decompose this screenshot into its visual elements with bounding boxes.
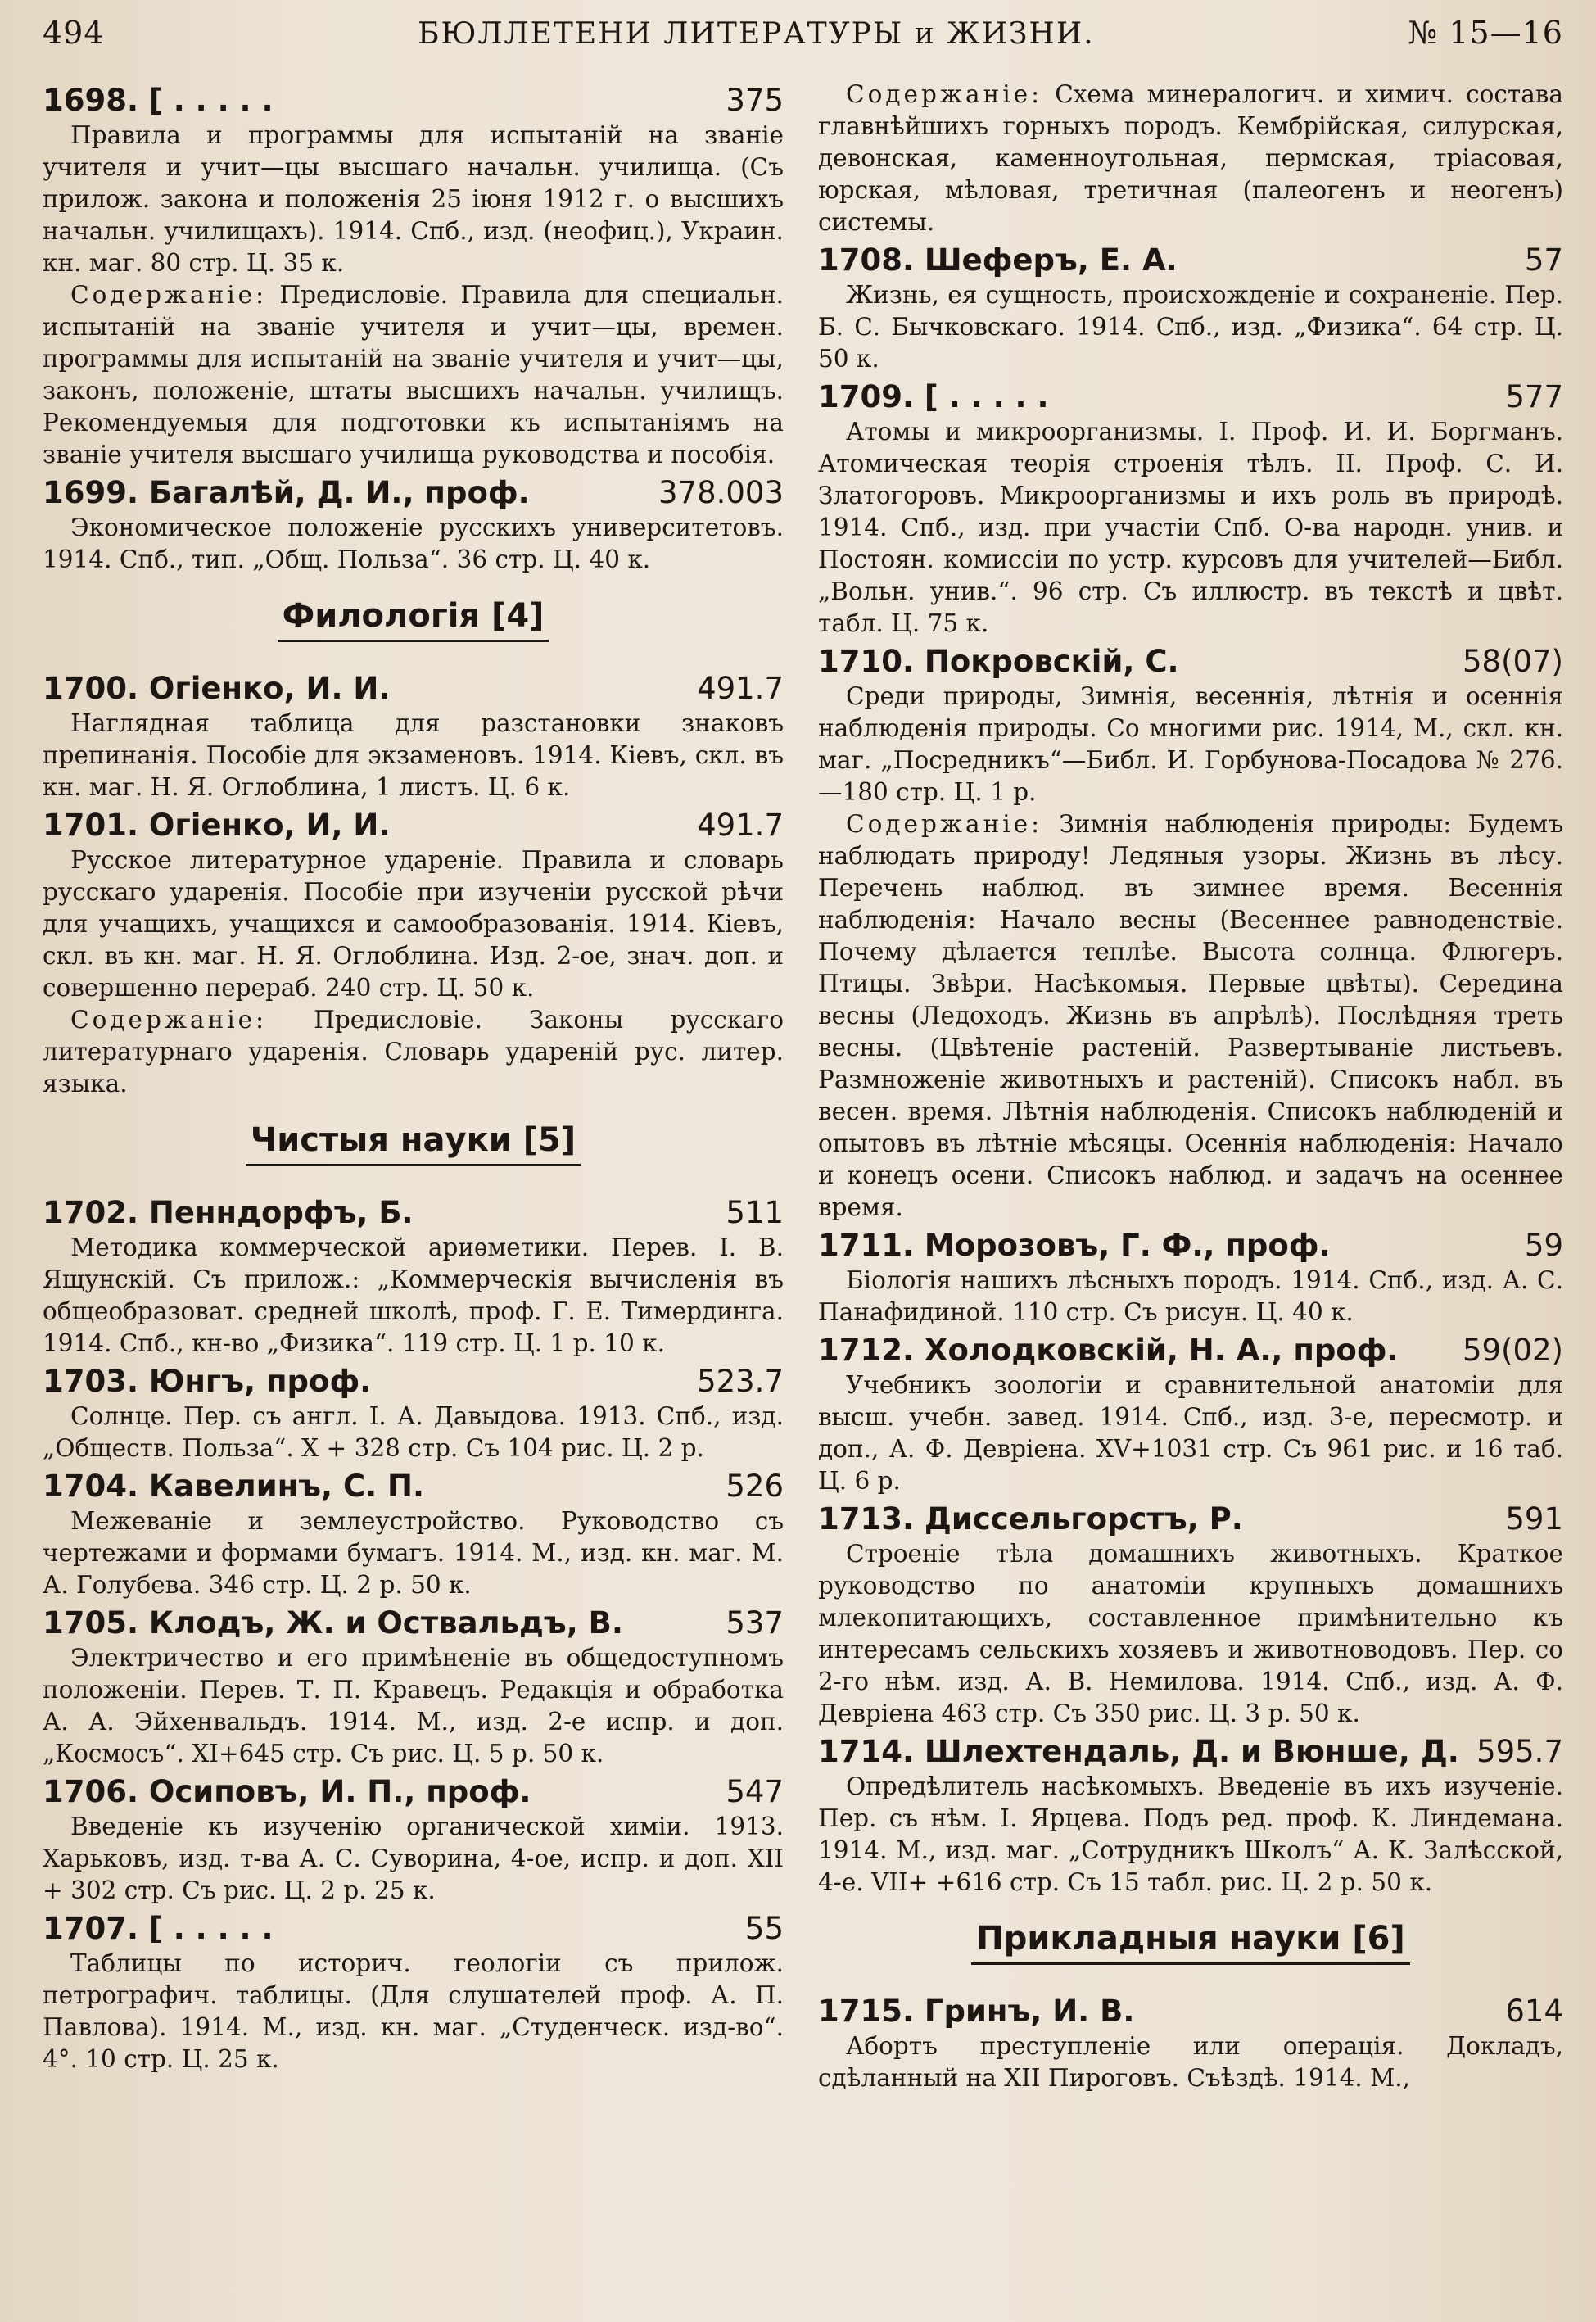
contents-label: Содержаніе: <box>846 80 1043 108</box>
entry-description: Біологія нашихъ лѣсныхъ породъ. 1914. Спб., изд. А. С. Панафидиной. 110 стр. Съ рисун. Ц. 40 к. <box>818 1266 1563 1326</box>
entry-heading: 1705. Клодъ, Ж. и Оствальдъ, В. <box>43 1605 623 1641</box>
entry-1715 <box>818 1993 1563 2094</box>
classification-number: 57 <box>1524 242 1563 278</box>
contents-text: Схема минералогич. и химич. состава главнѣйшихъ горныхъ породъ. Кембрійская, силурская, девонская, каменноугольная, пермская, тріасовая, юрская, мѣловая, третичная (палеогенъ и неогенъ) системы. <box>818 80 1563 236</box>
classification-number: 577 <box>1505 379 1563 414</box>
entry-1706 <box>43 1773 784 1907</box>
contents-label: Содержаніе: <box>70 281 268 309</box>
entry-heading: 1710. Покровскій, С. <box>818 644 1179 679</box>
entry-description: Атомы и микроорганизмы. І. Проф. И. И. Боргманъ. Атомическая теорія строенія тѣлъ. II. Проф. С. И. Златогоровъ. Микроорганизмы и ихъ роль въ природѣ. 1914. Спб., изд. при участіи Спб. О-ва народн. унив. и Постоян. комиссіи по устр. курсовъ для учителей—Библ. „Вольн. унив.“. 96 стр. Съ иллюстр. въ текстѣ и цвѣт. табл. Ц. 75 к. <box>818 418 1563 637</box>
entry-heading: 1698. [ . . . . . <box>43 83 274 118</box>
entry-heading: 1709. [ . . . . . <box>818 379 1049 414</box>
entry-1705 <box>43 1605 784 1770</box>
entry-contents <box>43 279 784 471</box>
entry-1714 <box>818 1733 1563 1899</box>
classification-number: 59 <box>1524 1228 1563 1263</box>
entry-1702 <box>43 1194 784 1360</box>
entry-description: Опредѣлитель насѣкомыхъ. Введеніе въ ихъ изученіе. Пер. съ нѣм. І. Ярцева. Подъ ред. проф. К. Линдемана. 1914. М., изд. маг. „Сотрудникъ Школъ“ А. К. Залѣсской, 4-е. VII+ +616 стр. Съ 15 табл. рис. Ц. 2 р. 50 к. <box>818 1772 1563 1896</box>
entry-description: Жизнь, ея сущность, происхожденіе и сохраненіе. Пер. Б. С. Бычковскаго. 1914. Спб., изд. „Физика“. 64 стр. Ц. 50 к. <box>818 281 1563 373</box>
entry-1701 <box>43 807 784 1100</box>
entry-description: Введеніе къ изученію органической химіи. 1913. Харьковъ, изд. т-ва А. С. Суворина, 4-ое, испр. и доп. XII + 302 стр. Съ рис. Ц. 2 р. 25 к. <box>43 1813 784 1904</box>
entry-description: Экономическое положеніе русскихъ университетовъ. 1914. Спб., тип. „Общ. Польза“. 36 стр. Ц. 40 к. <box>43 514 784 573</box>
classification-number: 511 <box>726 1195 784 1230</box>
classification-number: 491.7 <box>697 808 784 843</box>
entry-description: Солнце. Пер. съ англ. І. А. Давыдова. 1913. Спб., изд. „Обществ. Польза“. X + 328 стр. Съ 104 рис. Ц. 2 р. <box>43 1402 784 1462</box>
entry-1713 <box>818 1500 1563 1730</box>
entry-contents <box>818 808 1563 1224</box>
contents-text: Предисловіе. Законы русскаго литературнаго ударенія. Словарь удареній рус. литер. языка. <box>43 1006 784 1098</box>
entry-1712 <box>818 1332 1563 1497</box>
classification-number: 491.7 <box>697 671 784 706</box>
entry-1707-contents <box>818 79 1563 238</box>
entry-description: Учебникъ зоологіи и сравнительной анатоміи для высш. учебн. завед. 1914. Спб., изд. 3-е, пересмотр. и доп., А. Ф. Девріена. XV+1031 стр. Съ 961 рис. и 16 таб. Ц. 6 р. <box>818 1371 1563 1495</box>
entry-1707 <box>43 1910 784 2075</box>
contents-text: Зимнія наблюденія природы: Будемъ наблюдать природу! Ледяныя узоры. Жизнь въ лѣсу. Перечень наблюд. въ зимнее время. Весеннія наблюденія: Начало весны (Весеннее равноденствіе. Почему дѣлается теплѣе. Высота солнца. Флюгеръ. Птицы. Звѣри. Насѣкомыя. Первые цвѣты). Середина весны (Ледоходъ. Жизнь въ апрѣлѣ). Послѣдняя треть весны. (Цвѣтеніе растеній. Развертываніе листьевъ. Размноженіе животныхъ и растеній). Списокъ набл. въ весен. время. Лѣтнія наблюденія. Списокъ наблюденій и опытовъ въ лѣтніе мѣсяцы. Осеннія наблюденія: Начало и конецъ осени. Списокъ наблюд. и задачъ на осеннее время. <box>818 810 1563 1221</box>
classification-number: 378.003 <box>658 475 784 510</box>
entry-1711 <box>818 1227 1563 1328</box>
classification-number: 375 <box>726 83 784 118</box>
entry-heading: 1708. Шеферъ, Е. А. <box>818 242 1178 278</box>
classification-number: 595.7 <box>1476 1734 1563 1769</box>
contents-text: Предисловіе. Правила для специальн. испытаній на званіе учителя и учит—цы, времен. программы для испытаній на званіе учителя и учит—цы, законъ, положеніе, штаты высшихъ начальн. училищъ. Рекомендуемыя для подготовки къ испытаніямъ на званіе учителя высшаго училища руководства и пособія. <box>43 281 784 468</box>
section-heading-applied-sciences: Прикладныя науки [6] <box>818 1920 1563 1965</box>
entry-heading: 1714. Шлехтендаль, Д. и Вюнше, Д. <box>818 1734 1459 1769</box>
right-column <box>818 79 1563 2098</box>
entry-heading: 1702. Пенндорфъ, Б. <box>43 1195 414 1230</box>
entry-1698 <box>43 82 784 471</box>
classification-number: 526 <box>726 1469 784 1504</box>
entry-heading: 1704. Кавелинъ, С. П. <box>43 1469 425 1504</box>
entry-1704 <box>43 1468 784 1601</box>
classification-number: 523.7 <box>697 1364 784 1399</box>
classification-number: 547 <box>726 1774 784 1809</box>
entry-heading: 1706. Осиповъ, И. П., проф. <box>43 1774 531 1809</box>
entry-1700 <box>43 670 784 803</box>
entry-contents <box>818 79 1563 238</box>
entry-1709 <box>818 378 1563 640</box>
entry-heading: 1701. Огіенко, И, И. <box>43 808 391 843</box>
entry-1699 <box>43 474 784 576</box>
entry-description: Русское литературное удареніе. Правила и словарь русскаго ударенія. Пособіе при изученіи русской рѣчи для учащихъ, учащихся и самообразованія. 1914. Кіевъ, скл. въ кн. маг. Н. Я. Оглоблина. Изд. 2-ое, знач. доп. и совершенно перераб. 240 стр. Ц. 50 к. <box>43 846 784 1002</box>
entry-heading: 1703. Юнгъ, проф. <box>43 1364 372 1399</box>
contents-label: Содержаніе: <box>846 810 1043 838</box>
entry-heading: 1707. [ . . . . . <box>43 1911 274 1946</box>
classification-number: 591 <box>1505 1501 1563 1537</box>
issue-number: № 15—16 <box>1408 15 1563 51</box>
contents-label: Содержаніе: <box>70 1006 268 1034</box>
entry-description: Таблицы по историч. геологіи съ прилож. петрографич. таблицы. (Для слушателей проф. А. П. Павлова). 1914. М., изд. кн. маг. „Студенческ. изд-во“. 4°. 10 стр. Ц. 25 к. <box>43 1949 784 2073</box>
page-header <box>43 15 1563 82</box>
entry-description: Наглядная таблица для разстановки знаковъ препинанія. Пособіе для экзаменовъ. 1914. Кіевъ, скл. въ кн. маг. Н. Я. Оглоблина, 1 листъ. Ц. 6 к. <box>43 709 784 801</box>
entry-heading: 1711. Морозовъ, Г. Ф., проф. <box>818 1228 1331 1263</box>
entry-description: Правила и программы для испытаній на званіе учителя и учит—цы высшаго начальн. училища. (Съ прилож. закона и положенія 25 іюня 1912 г. о высшихъ начальн. училищахъ). 1914. Спб., изд. (неофиц.), Украин. кн. маг. 80 стр. Ц. 35 к. <box>43 121 784 277</box>
classification-number: 58(07) <box>1462 644 1563 679</box>
entry-contents <box>43 1004 784 1100</box>
entry-heading: 1712. Холодковскій, Н. А., проф. <box>818 1333 1399 1368</box>
classification-number: 59(02) <box>1462 1333 1563 1368</box>
entry-description: Среди природы, Зимнія, весеннія, лѣтнія и осеннія наблюденія природы. Со многими рис. 1914, М., скл. кн. маг. „Посредникъ“—Библ. И. Горбунова-Посадова № 276.—180 стр. Ц. 1 р. <box>818 682 1563 806</box>
entry-description: Методика коммерческой ариѳметики. Перев. І. В. Ящунскій. Съ прилож.: „Коммерческія вычисленія въ общеобразоват. средней школѣ, проф. Г. Е. Тимердинга. 1914. Спб., кн-во „Физика“. 119 стр. Ц. 1 р. 10 к. <box>43 1233 784 1357</box>
entry-heading: 1713. Диссельгорстъ, Р. <box>818 1501 1243 1537</box>
page-number: 494 <box>43 15 105 51</box>
entry-1710 <box>818 643 1563 1224</box>
entry-heading: 1700. Огіенко, И. И. <box>43 671 391 706</box>
entry-1708 <box>818 242 1563 375</box>
section-heading-pure-sciences: Чистыя науки [5] <box>43 1121 784 1166</box>
classification-number: 55 <box>744 1911 784 1946</box>
entry-description: Строеніе тѣла домашнихъ животныхъ. Краткое руководство по анатоміи крупныхъ домашнихъ млекопитающихъ, составленное примѣнительно къ интересамъ сельскихъ хозяевъ и животноводовъ. Пер. со 2-го нѣм. изд. А. В. Немилова. 1914. Спб., изд. А. Ф. Девріена 463 стр. Съ 350 рис. Ц. 3 р. 50 к. <box>818 1540 1563 1727</box>
section-heading-philology: Филологія [4] <box>43 597 784 642</box>
classification-number: 537 <box>726 1605 784 1641</box>
classification-number: 614 <box>1505 1994 1563 2029</box>
journal-title: БЮЛЛЕТЕНИ ЛИТЕРАТУРЫ и ЖИЗНИ. <box>418 17 1095 51</box>
left-column <box>43 82 784 2098</box>
entry-description: Межеваніе и землеустройство. Руководство съ чертежами и формами бумагъ. 1914. М., изд. кн. маг. М. А. Голубева. 346 стр. Ц. 2 р. 50 к. <box>43 1507 784 1599</box>
entry-description: Электричество и его примѣненіе въ общедоступномъ положеніи. Перев. Т. П. Кравецъ. Редакція и обработка А. А. Эйхенвальдъ. 1914. М., изд. 2-е испр. и доп. „Космосъ“. XI+645 стр. Съ рис. Ц. 5 р. 50 к. <box>43 1644 784 1768</box>
entry-heading: 1715. Гринъ, И. В. <box>818 1994 1135 2029</box>
entry-1703 <box>43 1363 784 1464</box>
entry-heading: 1699. Багалѣй, Д. И., проф. <box>43 475 530 510</box>
entry-description: Абортъ преступленіе или операція. Докладъ, сдѣланный на XII Пироговъ. Съѣздѣ. 1914. М., <box>818 2032 1563 2092</box>
